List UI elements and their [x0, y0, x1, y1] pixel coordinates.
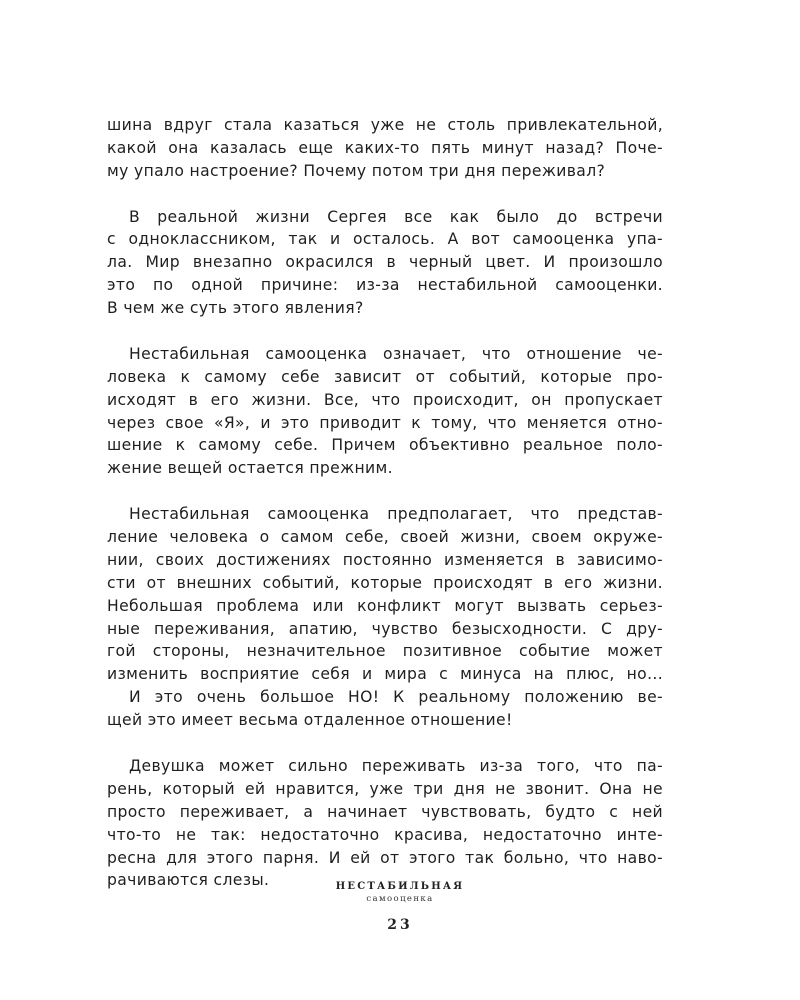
page-number: 23: [387, 917, 413, 933]
paragraph-2: [107, 206, 663, 320]
text-line: исходят в его жизни. Все, что происходит, он пропускает: [107, 390, 663, 409]
running-title: НЕСТАБИЛЬНАЯ: [335, 881, 465, 892]
text-line: В чем же суть этого явления?: [107, 299, 364, 318]
text-line: рачиваются слезы.: [107, 871, 270, 890]
text-line: через свое «Я», и это приводит к тому, что меняется отно-: [107, 413, 663, 432]
text-line: шение к самому себе. Причем объективно реальное поло-: [107, 436, 663, 455]
paragraph-gap: [107, 480, 663, 503]
text-line: что-то не так: недостаточно красива, недостаточно инте-: [107, 825, 663, 844]
text-line: изменить восприятие себя и мира с минуса на плюс, но...: [107, 665, 663, 684]
paragraph-1: [107, 114, 663, 183]
paragraph-gap: [107, 183, 663, 206]
text-line: Нестабильная самооценка означает, что отношение че-: [129, 344, 663, 363]
paragraph-4: [107, 503, 663, 732]
paragraph-gap: [107, 732, 663, 755]
text-line: нии, своих достижениях постоянно изменяется в зависимо-: [107, 550, 663, 569]
text-line: с одноклассником, так и осталось. А вот самооценка упа-: [107, 230, 663, 249]
text-line: шина вдруг стала казаться уже не столь привлекательной,: [107, 116, 663, 134]
text-line: сти от внешних событий, которые происходят в его жизни.: [107, 573, 663, 592]
text-line: В реальной жизни Сергея все как было до встречи: [129, 207, 663, 226]
text-line: му упало настроение? Почему потом три дня переживал?: [107, 161, 606, 180]
text-line: ресна для этого парня. И ей от этого так больно, что наво-: [107, 848, 663, 867]
text-line: щей это имеет весьма отдаленное отношение!: [107, 711, 513, 730]
text-line: Небольшая проблема или конфликт могут вызвать серьез-: [107, 596, 663, 615]
text-line: какой она казалась еще каких-то пять минут назад? Поче-: [107, 138, 663, 157]
text-line: Девушка может сильно переживать из-за того, что па-: [129, 756, 663, 775]
paragraph-5: [107, 755, 663, 892]
text-line: ловека к самому себе зависит от событий, которые про-: [107, 367, 663, 386]
text-line: ление человека о самом себе, своей жизни, своем окруже-: [107, 528, 663, 547]
text-line: Нестабильная самооценка предполагает, что представ-: [129, 505, 663, 524]
text-line: ные переживания, апатию, чувство безысходности. С дру-: [107, 619, 663, 638]
text-line: просто переживает, а начинает чувствовать, будто с ней: [107, 802, 663, 821]
running-subtitle: самооценка: [366, 894, 434, 904]
text-line: рень, который ей нравится, уже три дня не звонит. Она не: [107, 779, 663, 798]
paragraph-3: [107, 343, 663, 480]
text-line: И это очень большое НО! К реальному положению ве-: [129, 688, 663, 707]
text-line: жение вещей остается прежним.: [107, 459, 393, 478]
paragraph-gap: [107, 320, 663, 343]
text-line: гой стороны, незначительное позитивное событие может: [107, 642, 663, 661]
body-text: [107, 114, 663, 892]
text-line: ла. Мир внезапно окрасился в черный цвет. И произошло: [107, 253, 663, 272]
text-line: это по одной причине: из-за нестабильной самооценки.: [107, 276, 663, 295]
